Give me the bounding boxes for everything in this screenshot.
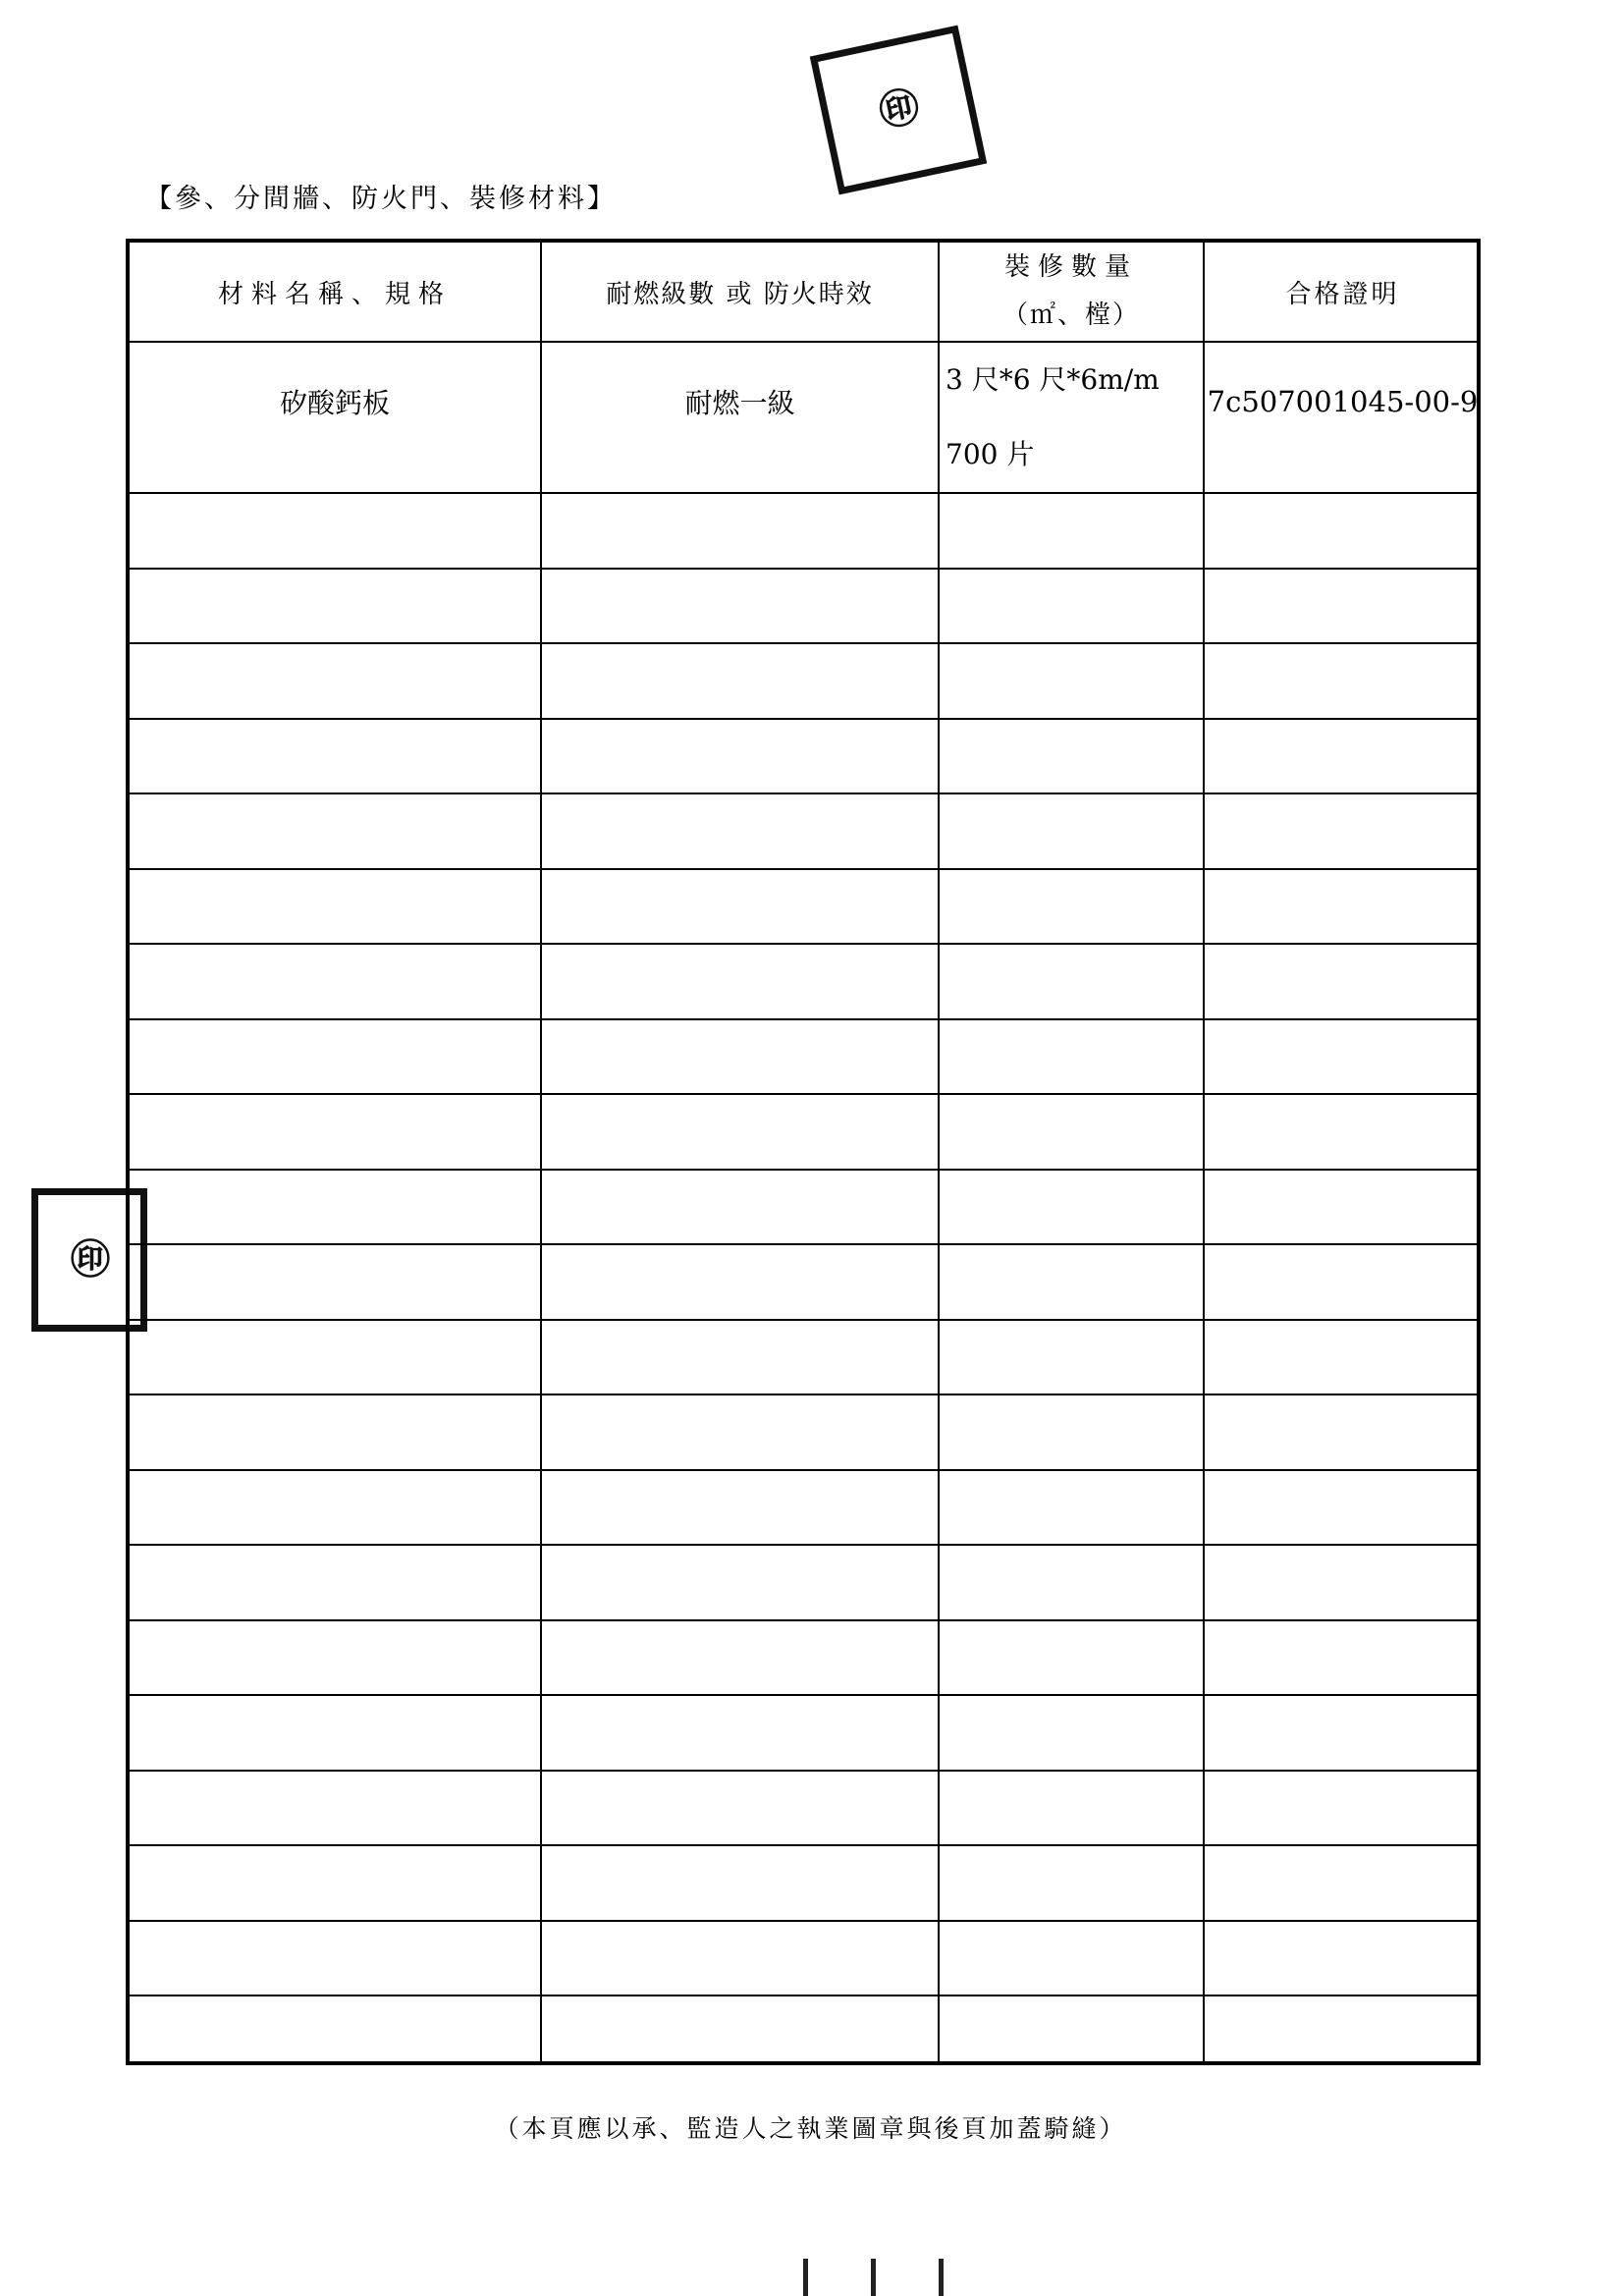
seal-mark bbox=[939, 2259, 947, 2296]
empty-row-divider bbox=[130, 1694, 1477, 1696]
empty-row-divider bbox=[130, 793, 1477, 794]
section-title: 【參、分間牆、防火門、裝修材料】 bbox=[145, 184, 617, 214]
empty-row-divider bbox=[130, 943, 1477, 945]
empty-row-divider bbox=[130, 1169, 1477, 1171]
empty-row-divider bbox=[130, 568, 1477, 570]
bottom-seal-marks bbox=[803, 2259, 1058, 2296]
header-certificate: 合格證明 bbox=[1285, 279, 1400, 309]
left-seal-stamp: ㊞ bbox=[31, 1188, 147, 1332]
cell-certificate: 7c507001045-00-9 bbox=[1207, 385, 1479, 418]
empty-row-divider bbox=[130, 1319, 1477, 1321]
footnote: （本頁應以承、監造人之執業圖章與後頁加蓋騎縫） bbox=[494, 2114, 1127, 2143]
empty-row-divider bbox=[130, 1394, 1477, 1395]
header-material-name: 材料名稱、規格 bbox=[217, 279, 452, 309]
column-divider bbox=[1203, 243, 1205, 2061]
top-seal-stamp: ㊞ bbox=[810, 26, 988, 195]
seal-mark bbox=[803, 2259, 812, 2296]
cell-material: 矽酸鈣板 bbox=[279, 387, 390, 419]
cell-quantity-count: 700 片 bbox=[946, 438, 1035, 470]
cell-fire-rating: 耐燃一級 bbox=[684, 387, 795, 419]
seal-mark bbox=[871, 2259, 880, 2296]
empty-row-divider bbox=[130, 1469, 1477, 1471]
empty-row-divider bbox=[130, 642, 1477, 644]
empty-row-divider bbox=[130, 1544, 1477, 1546]
empty-row-divider bbox=[130, 1844, 1477, 1846]
empty-row-divider bbox=[130, 1770, 1477, 1772]
materials-form-table bbox=[126, 239, 1481, 2065]
empty-row-divider bbox=[130, 1995, 1477, 1996]
empty-row-divider bbox=[130, 1920, 1477, 1922]
header-quantity-title: 裝修數量 bbox=[1003, 251, 1138, 282]
column-divider bbox=[938, 243, 940, 2061]
header-quantity-unit: （㎡、樘） bbox=[1001, 301, 1140, 330]
column-divider bbox=[540, 243, 542, 2061]
empty-row-divider bbox=[130, 1093, 1477, 1095]
header-fire-rating: 耐燃級數 或 防火時效 bbox=[606, 279, 874, 309]
cell-quantity-spec: 3 尺*6 尺*6m/m bbox=[946, 363, 1160, 396]
empty-row-divider bbox=[130, 1243, 1477, 1245]
empty-row-divider bbox=[130, 1018, 1477, 1020]
row-divider bbox=[130, 492, 1477, 494]
cell-quantity bbox=[940, 343, 1203, 492]
header-quantity bbox=[940, 243, 1203, 341]
empty-row-divider bbox=[130, 718, 1477, 720]
empty-row-divider bbox=[130, 1619, 1477, 1621]
empty-row-divider bbox=[130, 868, 1477, 870]
